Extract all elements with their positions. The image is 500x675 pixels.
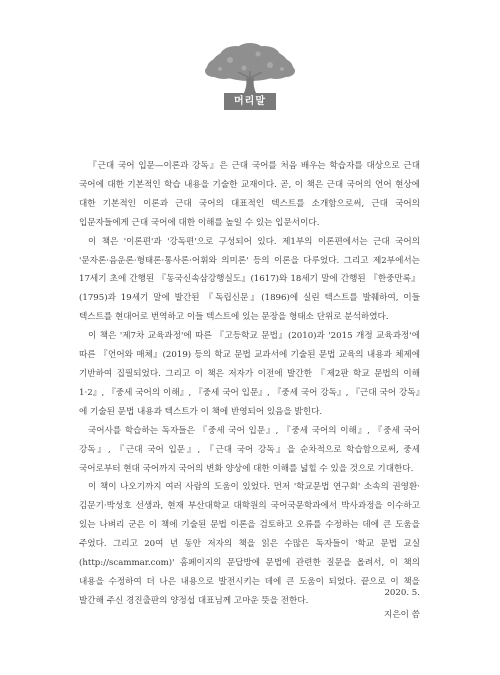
signature-date: 2020. 5. xyxy=(384,588,420,598)
paragraph-2: 이 책은 '이론편'과 '강독편'으로 구성되어 있다. 제1부의 이론편에서는 근대 국어의 '문자론·음운론·형태론·통사론·어휘와 의미론' 등의 이론을 다루었다. 그리고 제2부에서는 17세기 초에 간행된 『동국신속삼강행실도』(1617)와 18세기 말에 간행된 『한중만록』(1795)과 19세기 말에 발간된 『독립신문』(1896)에 실린 텍스트를 발췌하여, 이들 텍스트를 현대어로 번역하고 이들 텍스트에 있는 문장을 형태소 단위로 분석하였다. xyxy=(79,236,420,323)
preface-body xyxy=(79,157,420,611)
section-badge: 머리말 xyxy=(224,93,276,110)
paragraph-1: 『근대 국어 입문—이론과 강독』은 근대 국어를 처음 배우는 학습자를 대상으로 근대 국어에 대한 기본적인 학습 내용을 기술한 교재이다. 곧, 이 책은 근대 국어의 언어 현상에 대한 기본적인 이론과 근대 국어의 대표적인 텍스트를 소개함으로써, 근대 국어의 입문자들에게 근대 국어에 대한 이해를 높일 수 있는 입문서이다. xyxy=(79,161,420,228)
signature-author: 지은이 씀 xyxy=(384,610,420,620)
paragraph-3: 이 책은 '제7차 교육과정'에 따른 『고등학교 문법』(2010)과 '2015 개정 교육과정'에 따른 『언어와 매체』(2019) 등의 학교 문법 교과서에 기술된 문법 교육의 내용과 체제에 기반하여 집필되었다. 그리고 이 책은 저자가 이전에 발간한 『제2판 학교 문법의 이해 1·2』, 『중세 국어의 이해』, 『중세 국어 입문』, 『중세 국어 강독』, 『근대 국어 강독』에 기술된 문법 내용과 텍스트가 이 책에 반영되어 있음을 밝힌다. xyxy=(79,331,420,417)
paragraph-4: 국어사를 학습하는 독자들은 『중세 국어 입문』, 『중세 국어의 이해』, 『중세 국어 강독』, 『근대 국어 입문』, 『근대 국어 강독』을 순차적으로 학습함으로써, 중세 국어로부터 현대 국어까지 국어의 변화 양상에 대한 이해를 넓힐 수 있을 것으로 기대한다. xyxy=(79,425,420,474)
paragraph-5: 이 책이 나오기까지 여러 사람의 도움이 있었다. 먼저 '학교문법 연구회' 소속의 권영환·김문기·박성호 선생과, 현재 부산대학교 대학원의 국어국문학과에서 박사과정을 이수하고 있는 나벼리 군은 이 책에 기술된 문법 이론을 검토하고 오류를 수정하는 데에 큰 도움을 주었다. 그리고 20여 년 동안 저자의 책을 읽은 수많은 독자들이 '학교 문법 교실(http://scammar.com)' 홈페이지의 문답방에 문법에 관련한 질문을 올려서, 이 책의 내용을 수정하여 더 나은 내용으로 발전시키는 데에 큰 도움이 되었다. 끝으로 이 책을 발간해 주신 경진출판의 양정섭 대표님께 고마운 뜻을 전한다. xyxy=(79,482,420,606)
